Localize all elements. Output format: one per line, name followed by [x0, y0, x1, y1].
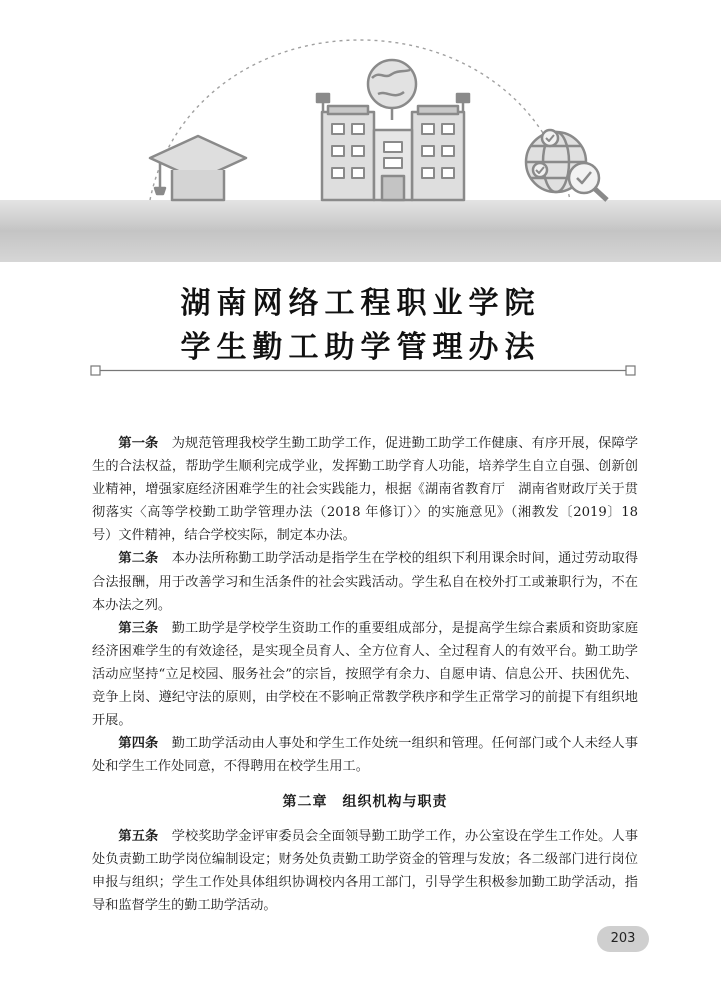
global-search-check-icon: [526, 130, 607, 200]
header-band: [0, 200, 721, 262]
article-text: 为规范管理我校学生勤工助学工作，促进勤工助学工作健康、有序开展，保障学生的合法权益，帮助学生顺利完成学业，发挥勤工助学育人功能，培养学生自立自强、创新创业精神，增强家庭经济困难学生的社会实践能力，根据《湖南省教育厅 湖南省财政厅关于贯彻落实〈高等学校勤工助学管理办法（2018 年修订）〉的实施意见》（湘教发〔2019〕18 号）文件精神，结合学校实际，制定本办法。: [92, 436, 639, 544]
globe-icon: [368, 60, 416, 120]
document-title: [0, 282, 721, 370]
article-paragraph: [92, 547, 638, 616]
article-paragraph: [92, 732, 638, 778]
article-paragraph: [92, 825, 638, 917]
article-label: 第二条: [118, 551, 159, 567]
school-building-icon: [317, 60, 469, 200]
title-divider: [90, 364, 636, 378]
page-number-badge: 203: [597, 926, 649, 952]
graduation-cap-icon: [150, 136, 246, 200]
article-label: 第五条: [118, 828, 159, 844]
article-text: 勤工助学是学校学生资助工作的重要组成部分，是提高学生综合素质和资助家庭经济困难学生的有效途径，是实现全员育人、全方位育人、全过程育人的有效平台。勤工助学活动应坚持“立足校园、服务社会”的宗旨，按照学有余力、自愿申请、信息公开、扶困优先、竞争上岗、遵纪守法的原则，由学校在不影响正常教学秩序和学生正常学习的前提下有组织地开展。: [92, 620, 639, 729]
article-label: 第三条: [118, 620, 159, 636]
article-text: 学校奖助学金评审委员会全面领导勤工助学工作，办公室设在学生工作处。人事处负责勤工助学岗位编制设定；财务处负责勤工助学资金的管理与发放；各二级部门进行岗位申报与组织；学生工作处具体组织协调校内各用工部门，引导学生积极参加勤工助学活动，指导和监督学生的勤工助学活动。: [92, 828, 639, 913]
title-line-2: 学生勤工助学管理办法: [180, 330, 541, 365]
article-paragraph: [92, 432, 638, 547]
article-label: 第四条: [118, 736, 159, 752]
article-text: 本办法所称勤工助学活动是指学生在学校的组织下利用课余时间，通过劳动取得合法报酬，用于改善学习和生活条件的社会实践活动。学生私自在校外打工或兼职行为，不在本办法之列。: [92, 551, 639, 613]
chapter-heading: 第二章 组织机构与职责: [282, 794, 448, 811]
article-label: 第一条: [118, 436, 159, 451]
header-illustration: [0, 0, 721, 262]
article-text: 勤工助学活动由人事处和学生工作处统一组织和管理。任何部门或个人未经人事处和学生工作处同意，不得聘用在校学生用工。: [92, 736, 639, 775]
document-body: [92, 432, 638, 917]
article-paragraph: [92, 617, 638, 732]
title-line-1: 湖南网络工程职业学院: [180, 286, 541, 321]
